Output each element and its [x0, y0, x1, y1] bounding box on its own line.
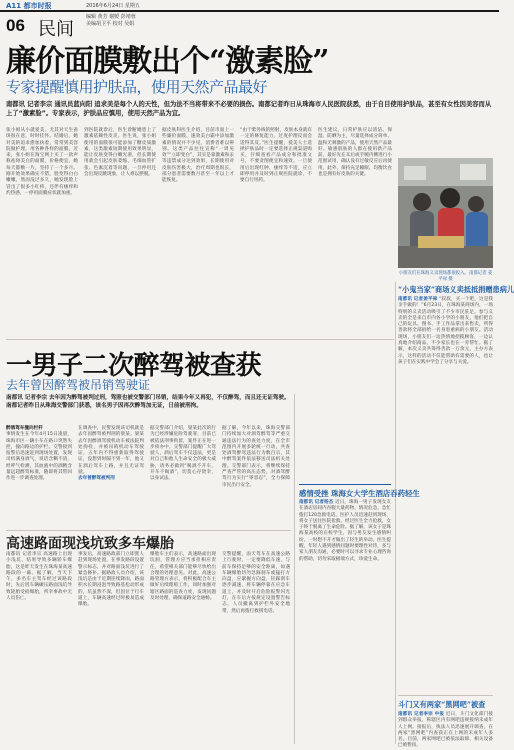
side1-byline: 南都讯 记者姜平禄 [398, 297, 438, 302]
side2-byline: 南都讯 记者杨杰 [299, 500, 334, 505]
side1-text: “叔叔，买一个吧，这是我亲手做的！”6月23日，在珠海某商场内，一场特别的义卖活动吸引了不少市民驻足。参与义卖的全是来自市内各小学的小朋友，他们把自己的玩具、图书、手工作品拿出来售卖，所得善款将全部捐给一名身患重病的小朋友。活动现场，小朋友们一边热情地招揽顾客，一边认真地介绍商品，不少家长也在一旁帮忙。据了解，本次义卖共筹得善款一万余元，主办方表示，这样的活动不仅能帮助有需要的人，也让孩子们在实践中学会了分享与关爱。 [398, 297, 493, 365]
side1-body [398, 297, 493, 472]
story3-column-3: 爆胎车主们表示，高速路面出现坑洞，管理方应当承担相应责任，希望相关部门能够尽快给出合理的处理意见。对此，高速公路管理方表示，将积极配合车主做好后续理赔工作，同时加强对辖区路面的巡查力度，发现问题及时处理，确保道路安全通畅。 [150, 552, 216, 602]
photo-caption: 小朋友们在珠海义卖现场都很投入。南都记者 姜平禄 摄 [398, 271, 493, 282]
story3-column-2: 事发后，高速路政部门立即派人赶到现场处置，在事发路段设置警示标志，并对路面浅坑进行了紧急修补。据路政人员介绍，该浅坑是由于近期连续降雨，路面积水长期浸泡导致路基松动形成的，坑虽然不深，但因位于行车道上，车辆高速经过时极易造成爆胎。 [78, 552, 144, 608]
story2-subhead-b: 去年曾醉驾被判刑 [78, 476, 115, 482]
column-divider [294, 394, 295, 744]
story2-subhead-a: 醉酒驾车撞向栏杆 [6, 426, 43, 431]
side3-byline: 南都讯 记者李宗 中报 [398, 712, 445, 717]
story3-column-1: 南都讯 记者李宗 高速路上出现小浅坑，结果导致多辆轿车爆胎，这是昨天发生在珠海某高速路段的一幕。据了解，当天下午，多名车主驾车经过该路段时，先后因车辆碾压路面浅坑导致轮胎受损爆胎，所幸事故中无人员伤亡。 [6, 552, 72, 602]
story3-headline: 高速路面现浅坑致多车爆胎 [6, 536, 174, 552]
masthead-credits [86, 14, 236, 28]
photo-image [398, 158, 493, 268]
story2-column-1 [6, 426, 72, 528]
divider [6, 530, 291, 531]
accent-rule [299, 484, 391, 485]
side3-text: 近日，斗门文化部门接到群众举报，称辖区内有网吧违规接纳未成年人上网。接报后，执法人员迅速展开调查，在两家“黑网吧”内查获正在上网的未成年人多名。目前，两家网吧已被依法取缔，相关设备已被暂扣。 [398, 712, 493, 749]
story2-column-3: 据交警部门介绍，梁某此次的行为已经涉嫌危险驾驶罪，目前已被依法刑事拘留，案件正在进一步侦办中。交警部门提醒广大驾驶人，酒后驾车不仅违法，更是对自己和他人生命安全的极大威胁，请务必做到“喝酒不开车，开车不喝酒”，切莫心存侥幸，以身试法。 [150, 426, 216, 482]
divider [6, 339, 394, 340]
story1-subheadline: 专家提醒慎用护肤品，使用天然产品最好 [6, 78, 268, 96]
top-bar [0, 0, 499, 12]
paper-logo: A11 都市时报 [6, 2, 52, 10]
page-number: 06 [6, 16, 25, 35]
story1-column-3: 据皮肤科医生介绍，目前市面上一些廉价面膜、速效美白霜中添加激素的情况并不少见，消费者难以辨别。这类产品往往宣称“一周见效”“立即变白”，其实是靠激素和汞等违禁成分达到效果，长期使用对皮肤伤害极大，治疗周期也很长，部分患者需要数月甚至一年以上才能恢复。 [162, 128, 234, 184]
section-name: 民间 [38, 19, 74, 40]
side2-body [299, 500, 391, 620]
side1-headline: “小鬼当家”商场义卖抵抵捐赠患病儿 [398, 285, 514, 294]
masthead-line: 美编胡卫平 校对 吴娟 [86, 21, 135, 27]
story1-column-2: 到医院就诊后，医生诊断她患上了激素依赖性皮炎。医生说，张小姐使用的面膜很可能添加了糖皮质激素，这类激素短期使用效果明显，能让皮肤变得白嫩光滑，但长期使用就会引起皮肤萎缩、毛细血管扩张、色素沉着等问题，一旦停用还会出现反跳现象，让人难以摆脱。 [84, 128, 156, 178]
side3-body [398, 712, 493, 749]
story2-headline: 一男子二次醉驾被查获 [6, 351, 262, 381]
story2-text-2: 在调查中，民警发现该司机就是去年因醉驾被判刑的梁某。梁某去年因醉酒驾驶机动车被法院判处拘役，并被吊销机动车驾驶证，五年内不得重新取得驾驶证，没想到时隔不到一年，他又在酒后驾车上路，并且无证驾驶。 [78, 426, 144, 476]
story1-headline: 廉价面膜敷出个“激素脸” [6, 44, 329, 79]
side3-headline: 斗门又有两家“黑网吧”被查 [398, 700, 486, 709]
story2-column-4: 据了解，今年以来，珠海交警部门持续加大对酒驾醉驾等严重交通违法行为的查处力度，在全市范围内开展多轮统一行动，共查处酒驾醉驾违法行为数百宗，其中醉驾案件依法移送司法机关处理。交警部门表示，将继续保持严查严管的高压态势，对酒驾醉驾行为实行“零容忍”，全力保障市民出行安全。 [222, 426, 290, 488]
story3-column-4: 交警提醒，雨天驾车在高速公路上行驶时，一定要降低车速，与前车保持足够的安全距离，如遇车辆爆胎切勿急踩刹车或猛打方向盘，应紧握方向盘，轻踩刹车逐步减速，将车辆停靠在应急车道上，并及时开启危险报警闪光灯，在车后方按规定设置警告标志，人员撤离到护栏外安全地带，然后再拨打救援电话。 [222, 552, 290, 614]
story2-text-1: 事情发生在今年4月15日凌晨，珠海市区一辆小车在路口突然失控，撞向路边的护栏。交警接到报警后迅速赶到现场处置，发现司机满身酒气，说话含糊不清，经呼气检测，其血液中的酒精含量远超醉驾标准，随即将其带回作进一步调查处理。 [6, 432, 72, 482]
story2-subheadline: 去年曾因醉驾被吊销驾驶证 [6, 378, 151, 392]
issue-date: 2016年6月24日 星期五 [86, 3, 140, 9]
story1-column-1: 张小姐从小就爱美，尤其对天生雀斑很在意，时时挂怀。结婚后，她对美的追求愈加执着，常常到美容院做护理，用各种各样的面膜。近来，张小姐在淘宝网上买了一款声称祛斑美白的面膜，价格便宜，她每天都敷一片，坚持了一个多月。刚开始效果确实不错，脸变得白白嫩嫩。然而没过多久，她发现脸上冒出了很多小红疹，还伴有瘙痒和灼热感，一停用面膜症状就加重。 [6, 128, 78, 196]
story1-column-4: “由于紫外线的照射，皮肤本身就有一定的修复能力，过度护理反而会适得其反。”医生提醒，爱美人士选择护肤品时一定要选择正规渠道购买，仔细查看产品成分和批准文号，不要贪图便宜和速效。一旦使用后出现红肿、瘙痒等不适，应立即停用并及时到正规医院就诊，不要自行用药。 [240, 128, 312, 184]
column-divider [395, 282, 396, 744]
story2-column-2 [78, 426, 144, 528]
side2-text: 近日，珠海一男子发现女友在酒店房间内吞服大量药物，情况危急，急忙拨打120急救电话。医护人员迅速赶到现场，将女子送往医院抢救。经过医生全力抢救，女子终于脱离了生命危险。据了解，该女子是珠海某高校的在校学生，因与男友发生感情纠纷，一时想不开才做出了轻生的举动。医生提醒，年轻人遇到感情问题时要理性对待，多与家人朋友沟通，必要时可以寻求专业心理咨询的帮助，切勿采取极端方式，珍爱生命。 [299, 500, 391, 562]
side2-headline: 感情受挫 珠海女大学生酒店吞药轻生 [299, 489, 420, 498]
story2-lead: 南都讯 记者李宗 去年因为醉驾被判过刑，驾照也被交警部门吊销，结果今年又再犯，不仅醉驾，而且还无证驾驶。南都记者昨日从珠海交警部门获悉，该名男子因再次醉驾加无证，日前被刑拘。 [6, 395, 290, 409]
divider [398, 695, 493, 696]
story1-lead: 南都讯 记者李宗 通讯员蓝向阳 追求美是每个人的天性，但为法不当将带来不必要的损伤。南都记者昨日从珠海市人民医院获悉，由于自目使用护肤品，甚至有女性因美容而从上了“激素脸”。专家表示，护肤品应慎用，使用天然产品为宜。 [6, 101, 492, 117]
masthead-line: 编辑 黄芳 谢媛 彭靖蓉 [86, 14, 136, 20]
story1-column-5: 医生建议，日常护肤应以清洁、保湿、防晒为主，尽量选择成分简单、温和无刺激的产品，使用天然产品最好。敏感肌肤的人群在使用新产品前，最好先在耳后或手腕内侧进行小范围试用，确认没有过敏反应后再使用。此外，保持充足睡眠、均衡饮食也是拥有好皮肤的关键。 [318, 128, 392, 178]
